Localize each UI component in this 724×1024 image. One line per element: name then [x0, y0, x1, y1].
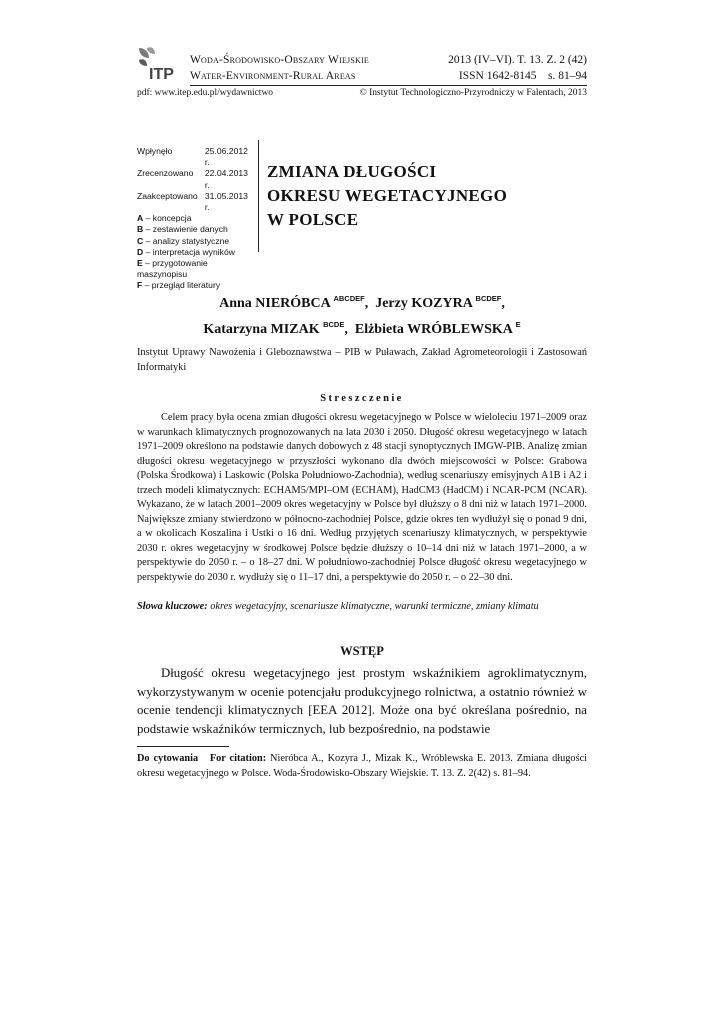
abstract-heading: Streszczenie: [320, 393, 404, 404]
author-roles: ABCDEF: [333, 294, 365, 303]
author-name: Jerzy KOZYRA: [375, 296, 473, 311]
header-rule: [190, 85, 587, 86]
citation: Do cytowania For citation: Nieróbca A., Kozyra J., Mizak K., Wróblewska E. 2013. Zmiana długości okresu wegetacyjnego w Polsce. Woda-Środowisko-Obszary Wiejskie. T. 13. Z. 2(42) s. 81–94.: [137, 753, 588, 779]
abstract-text: Celem pracy była ocena zmian długości okresu wegetacyjnego w Polsce w wieloleciu 1971–2009 oraz w warunkach klimatycznych prognozowanych na lata 2030 i 2050. Długość okresu wegetacyjnego w latach 1971–2009 określono na podstawie danych dobowych z 48 stacji synoptycznych IMGW-PIB. Analizę zmian długości okresu wegetacyjnego w przyszłości wykonano dla dwóch miejscowości w Polsce: Grabowa (Polska Środkowa) i Laskowic (Polska Południowo-Zachodnia), według scenariuszy emisyjnych A1B i A2 i trzech modeli klimatycznych: ECHAM5/MPI–OM (ECHAM), HadCM3 (HadCM) i NCAR-PCM (NCAR). Wykazano, że w latach 2001–2009 okres wegetacyjny w Polsce był dłuższy o 8 dni niż w latach 1971–2000. Największe zmiany stwierdzono w północno-zachodniej Polsce, gdzie okres ten wydłużył się o ponad 9 dni, a w okolicach Koszalina i Ustki o 16 dni. Według przyjętych scenariuszy klimatycznych, w perspektywie 2030 r. okres wegetacyjny w środkowej Polsce będzie dłuższy o 10–14 dni niż w latach 1971–2000, a w perspektywie do 2050 r. – o 18–27 dni. W południowo-zachodniej Polsce długość okresu wegetacyjnego w perspektywie do 2030 r. wydłuży się o 11–17 dni, a perspektywie do 2050 r. – o 22–30 dni.: [137, 412, 587, 584]
role-e: E – przygotowanie maszynopisu: [137, 258, 208, 280]
role-b: B – zestawienie danych: [137, 224, 228, 235]
copyright: © Instytut Technologiczno-Przyrodniczy w Falentach, 2013: [359, 88, 587, 98]
leaf-logo-icon: [135, 46, 181, 82]
role-f: F – przegląd literatury: [137, 280, 221, 291]
journal-name-pl: Woda-Środowisko-Obszary Wiejskie: [190, 54, 369, 66]
svg-text:ITP: ITP: [149, 66, 174, 82]
article-info: [137, 146, 255, 292]
info-divider: [258, 140, 259, 252]
footnote-rule: [137, 746, 229, 747]
itp-logo: [135, 46, 181, 82]
author-roles: BCDEF: [475, 294, 502, 303]
issn-pages: ISSN 1642-8145 s. 81–94: [458, 70, 587, 82]
date-reviewed: Zrecenzowano 22.04.2013 r.: [137, 168, 248, 190]
author-roles: BCDE: [323, 320, 345, 329]
author-name: Katarzyna MIZAK: [203, 322, 320, 337]
issue-info: 2013 (IV–VI). T. 13. Z. 2 (42): [448, 54, 587, 66]
keywords: Słowa kluczowe: okres wegetacyjny, scenariusze klimatyczne, warunki termiczne, zmiany klimatu: [137, 601, 539, 612]
article-title: ZMIANA DŁUGOŚCI OKRESU WEGETACYJNEGO W POLSCE: [267, 162, 508, 229]
affiliation: Instytut Uprawy Nawożenia i Gleboznawstwa – PIB w Puławach, Zakład Agrometeorologii i Zastosowań Informatyki: [137, 347, 587, 373]
section-heading: WSTĘP: [340, 644, 384, 658]
role-d: D – interpretacja wyników: [137, 246, 235, 257]
date-accepted: Zaakceptowano 31.05.2013 r.: [137, 190, 248, 213]
date-received: Wpłynęło 25.06.2012 r.: [137, 146, 248, 168]
journal-name-en: Water-Environment-Rural Areas: [190, 70, 356, 82]
authors: Anna NIERÓBCA $^{ABCDEF}$, Jerzy KOZYRA $^{BCDEF}$, Katarzyna MIZAK $^{BCDE}$, Elżbieta WRÓBLEWSKA $^E$: [203, 294, 521, 337]
author-roles: E: [515, 320, 521, 329]
role-c: C – analizy statystyczne: [137, 235, 230, 246]
role-a: A – koncepcja: [137, 213, 192, 224]
pdf-link[interactable]: pdf: www.itep.edu.pl/wydawnictwo: [137, 88, 274, 98]
author-name: Elżbieta WRÓBLEWSKA: [354, 322, 513, 337]
author-name: Anna NIERÓBCA: [219, 296, 330, 311]
section-body: Długość okresu wegetacyjnego jest prostym wskaźnikiem agroklimatycznym, wykorzystywanym w ocenie potencjału produkcyjnego rolnictwa, a ostatnio również w ocenie tendencji klimatycznych [EEA 2012]. Może ona być określana pośrednio, na podstawie wskaźników termicznych, lub bezpośrednio, na podstawie: [137, 666, 587, 736]
